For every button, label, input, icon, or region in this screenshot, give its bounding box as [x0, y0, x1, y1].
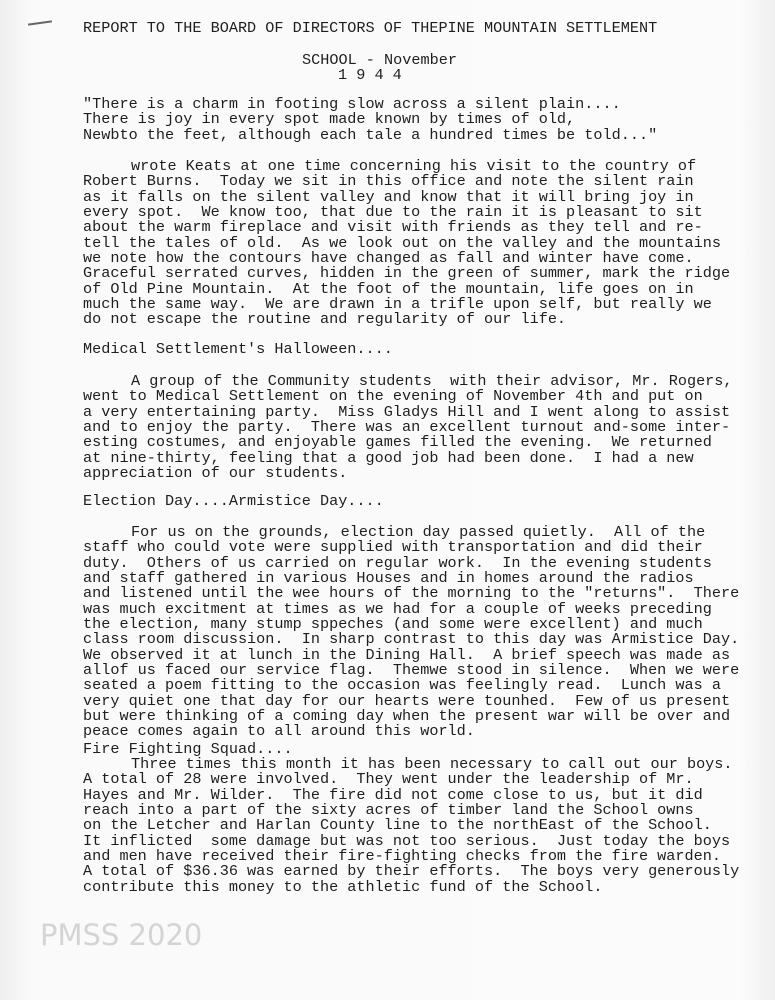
text-line: at nine-thirty, feeling that a good job had been done. I had a new	[83, 448, 694, 467]
text-line: do not escape the routine and regularity of our life.	[83, 310, 567, 329]
report-year: 1 9 4 4	[338, 66, 402, 84]
pen-mark	[28, 20, 52, 25]
text-line: There is joy in every spot made known by times of old,	[83, 110, 576, 129]
text-line: "There is a charm in footing slow across a silent plain....	[83, 95, 621, 113]
keats-quote	[83, 97, 657, 143]
halloween-heading: Medical Settlement's Halloween....	[83, 340, 393, 358]
text-line: much the same way. We are drawn in a trifle upon self, but really we	[83, 295, 712, 314]
text-line: and staff gathered in various Houses and in homes around the radios	[83, 569, 694, 588]
text-line: reach into a part of the sixty acres of timber land the School owns	[83, 801, 694, 820]
report-header: REPORT TO THE BOARD OF DIRECTORS OF THEPINE MOUNTAIN SETTLEMENT	[83, 19, 658, 37]
text-line: but were thinking of a coming day when the present war will be over and	[83, 707, 731, 726]
text-line: seated a poem fitting to the occasion was feelingly read. Lunch was a	[83, 676, 721, 695]
text-line: and men have received their fire-fighting checks from the fire warden.	[83, 847, 721, 866]
election-paragraph	[83, 525, 739, 740]
text-line: peace comes again to all around this world.	[83, 722, 475, 741]
text-line: went to Medical Settlement on the evening of November 4th and put on	[83, 387, 703, 406]
watermark: PMSS 2020	[40, 918, 203, 952]
section-title: SCHOOL - November	[302, 51, 457, 69]
text-line: every spot. We know too, that due to the rain it is pleasant to sit	[83, 203, 703, 222]
text-line: appreciation of our students.	[83, 464, 348, 483]
text-line: and to enjoy the party. There was an excellent turnout and-some inter-	[83, 418, 731, 437]
text-line: staff who could vote were supplied with transportation and did their	[83, 538, 703, 557]
fire-squad-paragraph	[83, 757, 739, 895]
text-line: It inflicted some damage but was not too serious. Just today the boys	[83, 831, 731, 850]
text-line: Robert Burns. Today we sit in this office and note the silent rain	[83, 172, 694, 191]
text-line: A total of $36.36 was earned by their efforts. The boys very generously	[83, 862, 740, 881]
text-line: esting costumes, and enjoyable games filled the evening. We returned	[83, 433, 712, 452]
text-line: Graceful serrated curves, hidden in the green of summer, mark the ridge	[83, 264, 731, 283]
text-line: very quiet one that day for our hearts were tounhed. Few of us present	[83, 691, 731, 710]
text-line: the election, many stump sppeches (and some were excellent) and much	[83, 615, 703, 634]
text-line: Three times this month it has been necessary to call out our boys.	[131, 755, 733, 773]
intro-paragraph	[83, 159, 730, 328]
text-line: Newbto the feet, although each tale a hundred times be told..."	[83, 125, 658, 144]
text-line: was much excitment at times as we had for a couple of weeks preceding	[83, 599, 712, 618]
text-line: A total of 28 were involved. They went under the leadership of Mr.	[83, 770, 694, 789]
text-line: We observed it at lunch in the Dining Hall. A brief speech was made as	[83, 645, 731, 664]
text-line: on the Letcher and Harlan County line to the northEast of the School.	[83, 816, 712, 835]
halloween-paragraph	[83, 374, 733, 481]
text-line: A group of the Community students with their advisor, Mr. Rogers,	[131, 372, 733, 390]
text-line: about the warm fireplace and visit with friends as they tell and re-	[83, 218, 703, 237]
text-line: For us on the grounds, election day passed quietly. All of the	[131, 523, 706, 541]
text-line: wrote Keats at one time concerning his visit to the country of	[131, 157, 697, 175]
election-heading: Election Day....Armistice Day....	[83, 492, 384, 510]
text-line: of Old Pine Mountain. At the foot of the mountain, life goes on in	[83, 279, 694, 298]
fire-squad-heading: Fire Fighting Squad....	[83, 740, 293, 758]
text-line: as it falls on the silent valley and know that it will bring joy in	[83, 187, 694, 206]
text-line: contribute this money to the athletic fund of the School.	[83, 877, 603, 896]
text-line: duty. Others of us carried on regular work. In the evening students	[83, 553, 712, 572]
text-line: we note how the contours have changed as fall and winter have come.	[83, 249, 694, 268]
text-line: and listened until the wee hours of the morning to the "returns". There	[83, 584, 740, 603]
text-line: tell the tales of old. As we look out on the valley and the mountains	[83, 233, 721, 252]
text-line: allof us faced our service flag. Themwe stood in silence. When we were	[83, 661, 740, 680]
text-line: Hayes and Mr. Wilder. The fire did not come close to us, but it did	[83, 785, 703, 804]
text-line: class room discussion. In sharp contrast to this day was Armistice Day.	[83, 630, 740, 649]
text-line: a very entertaining party. Miss Gladys Hill and I went along to assist	[83, 402, 731, 421]
